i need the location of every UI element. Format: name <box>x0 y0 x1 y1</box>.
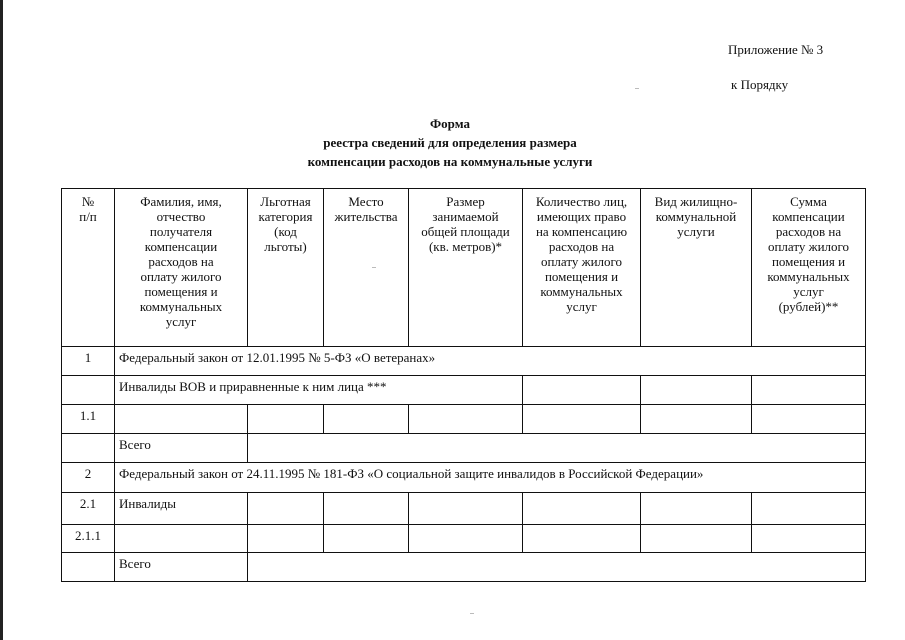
header-cell-residence <box>324 189 409 347</box>
total-value-cell <box>248 553 866 582</box>
header-text-line: коммунальных <box>139 299 223 314</box>
table-cell <box>248 493 324 525</box>
table-cell <box>62 434 115 463</box>
table-cell <box>248 525 324 553</box>
row-number: 1.1 <box>62 405 115 434</box>
header-text-line: оплату жилого <box>540 254 623 269</box>
header-text-line: Льготная <box>260 194 311 209</box>
table-cell <box>641 376 752 405</box>
header-text-line: Фамилия, имя, <box>140 194 222 209</box>
header-row <box>62 189 866 347</box>
header-text-line: помещения и <box>144 284 218 299</box>
appendix-reference: к Порядку <box>731 77 789 92</box>
table-cell <box>641 525 752 553</box>
form-title-line-1: Форма <box>430 116 470 131</box>
form-title-line-3: компенсации расходов на коммунальные услуги <box>307 154 593 169</box>
scan-speck <box>635 88 639 89</box>
category-label: Инвалиды <box>115 493 248 525</box>
header-text-line: помещения и <box>771 254 846 269</box>
header-text-line: компенсации <box>144 239 218 254</box>
scan-speck <box>372 267 376 268</box>
header-cell-compensation-amount <box>752 189 866 347</box>
table-row <box>62 553 866 582</box>
header-text-line: услуг <box>165 314 197 329</box>
header-text-line: льготы) <box>264 239 307 254</box>
header-text-line: получателя <box>149 224 213 239</box>
table-cell <box>523 525 641 553</box>
header-text-line: Размер <box>446 194 485 209</box>
appendix-number: Приложение № 3 <box>728 42 824 57</box>
row-number: 1 <box>62 347 115 376</box>
header-cell-service-type <box>641 189 752 347</box>
table-cell <box>324 405 409 434</box>
header-text-line: Вид жилищно- <box>654 194 738 209</box>
table-cell <box>62 553 115 582</box>
header-text-line: занимаемой <box>432 209 499 224</box>
header-text-line: коммунальных <box>540 284 623 299</box>
section-law-title: Федеральный закон от 12.01.1995 № 5-ФЗ «О ветеранах» <box>115 347 866 376</box>
header-cell-recipient-name <box>115 189 248 347</box>
table-row <box>62 347 866 376</box>
header-text-line: услуг <box>566 299 597 314</box>
table-cell <box>752 376 866 405</box>
header-text-line: оплату жилого <box>767 239 850 254</box>
header-text-line: (код <box>274 224 297 239</box>
header-text-line: помещения и <box>544 269 619 284</box>
table-cell <box>523 376 641 405</box>
row-number: 2 <box>62 463 115 493</box>
table-cell <box>324 493 409 525</box>
header-cell-number <box>62 189 115 347</box>
header-text-line: коммунальной <box>655 209 737 224</box>
table-cell <box>324 525 409 553</box>
table-cell <box>641 405 752 434</box>
header-text-line: Место <box>348 194 384 209</box>
header-cell-eligible-persons <box>523 189 641 347</box>
table-cell <box>752 493 866 525</box>
table-cell <box>752 525 866 553</box>
form-title-line-2: реестра сведений для определения размера <box>323 135 577 150</box>
table-row <box>62 434 866 463</box>
table-row <box>62 525 866 553</box>
table-cell <box>752 405 866 434</box>
table-row <box>62 463 866 493</box>
header-cell-benefit-category <box>248 189 324 347</box>
header-text-line: Количество лиц, <box>535 194 628 209</box>
table-cell <box>523 493 641 525</box>
table-row <box>62 376 866 405</box>
header-text-line: коммунальных <box>767 269 850 284</box>
total-label: Всего <box>115 434 248 463</box>
header-text-line: (кв. метров)* <box>428 239 503 254</box>
header-text-line: п/п <box>79 209 97 224</box>
header-text-line: услуги <box>677 224 715 239</box>
header-text-line: (рублей)** <box>778 299 839 314</box>
header-text-line: Сумма <box>790 194 827 209</box>
form-title <box>250 114 650 171</box>
header-text-line: № <box>81 194 95 209</box>
table-cell <box>409 493 523 525</box>
table-cell <box>115 525 248 553</box>
scan-left-edge <box>0 0 3 640</box>
row-number: 2.1.1 <box>62 525 115 553</box>
table-cell <box>62 376 115 405</box>
table-cell <box>409 525 523 553</box>
table-row <box>62 493 866 525</box>
table-row <box>62 405 866 434</box>
scan-speck <box>470 613 474 614</box>
header-text-line: компенсации <box>772 209 845 224</box>
header-text-line: оплату жилого <box>140 269 222 284</box>
header-text-line: категория <box>258 209 313 224</box>
category-label: Инвалиды ВОВ и приравненные к ним лица *** <box>115 376 523 405</box>
header-text-line: расходов на <box>548 239 615 254</box>
row-number: 2.1 <box>62 493 115 525</box>
header-text-line: имеющих право <box>536 209 627 224</box>
table-cell <box>523 405 641 434</box>
section-law-title: Федеральный закон от 24.11.1995 № 181-ФЗ «О социальной защите инвалидов в Российской Федерации» <box>115 463 866 493</box>
header-text-line: расходов на <box>775 224 842 239</box>
header-cell-living-area <box>409 189 523 347</box>
header-text-line: расходов на <box>148 254 214 269</box>
total-label: Всего <box>115 553 248 582</box>
table-cell <box>115 405 248 434</box>
total-value-cell <box>248 434 866 463</box>
header-text-line: жительства <box>334 209 398 224</box>
table-cell <box>248 405 324 434</box>
header-text-line: услуг <box>793 284 824 299</box>
table-cell <box>409 405 523 434</box>
header-text-line: общей площади <box>421 224 510 239</box>
table-cell <box>641 493 752 525</box>
header-text-line: отчество <box>156 209 206 224</box>
header-text-line: на компенсацию <box>535 224 628 239</box>
registry-table <box>61 188 866 582</box>
